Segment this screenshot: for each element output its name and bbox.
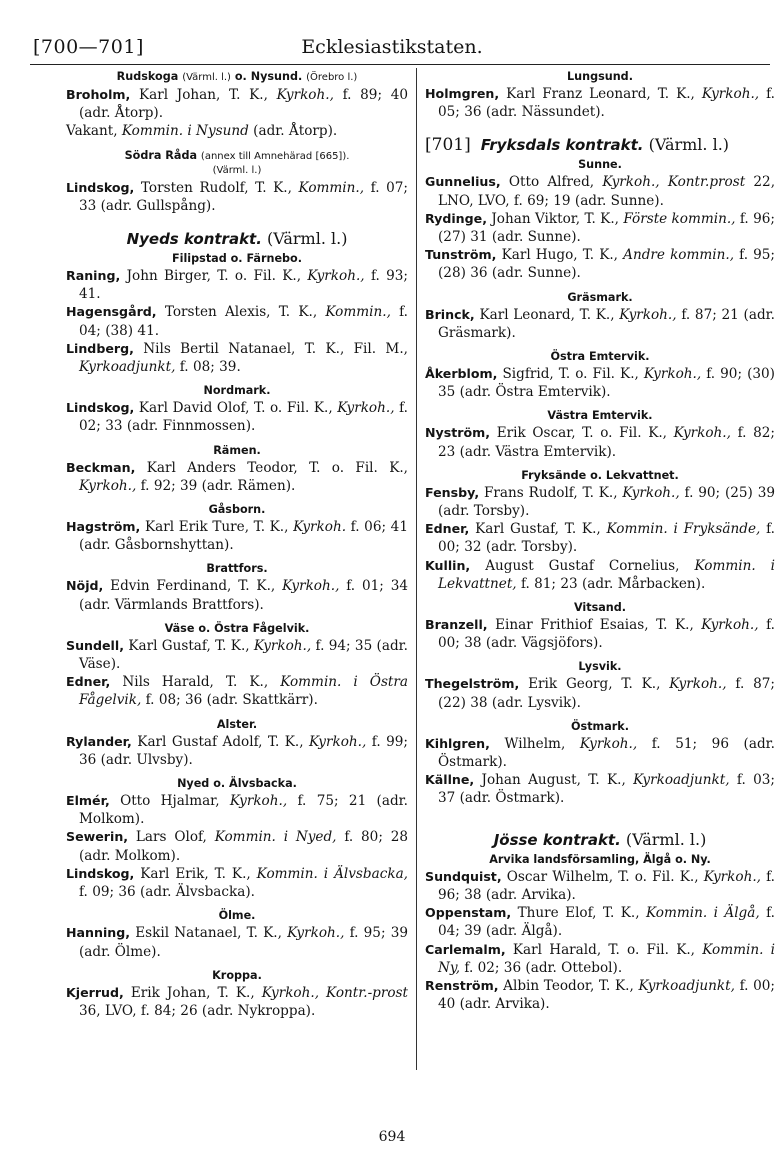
parish-heading-nordmark: Nordmark. <box>203 384 271 398</box>
parish-heading-ostmark: Östmark. <box>571 719 629 733</box>
clergy-entry-gunnelius: Gunnelius, Otto Alfred, Kyrkoh., Kontr.prost 22, LNO, LVO, f. 69; 19 (adr. Sunne). <box>425 174 776 209</box>
parish-heading-sodra-rada: Södra Råda (annex till Amnehärad [665]). (Värml. l.) <box>124 148 350 176</box>
clergy-entry-edner-nils: Edner, Nils Harald, T. K., Kommin. i Östra Fågelvik, f. 08; 36 (adr. Skattkärr). <box>66 674 408 709</box>
parish-heading-vastra-emtervik: Västra Emtervik. <box>547 409 653 423</box>
clergy-entry-lindskog-torsten: Lindskog, Torsten Rudolf, T. K., Kommin., f. 07; 33 (adr. Gullspång). <box>66 179 408 214</box>
clergy-entry-rylander: Rylander, Karl Gustaf Adolf, T. K., Kyrkoh., f. 99; 36 (adr. Ulvsby). <box>66 733 408 768</box>
clergy-entry-kihlgren: Kihlgren, Wilhelm, Kyrkoh., f. 51; 96 (adr. Östmark). <box>425 735 775 771</box>
parish-heading-ramen: Rämen. <box>213 443 261 457</box>
parish-heading-sunne: Sunne. <box>578 158 622 172</box>
clergy-entry-broholm: Broholm, Karl Johan, T. K., Kyrkoh., f. 89; 40 (adr. Åtorp). <box>66 87 409 122</box>
parish-heading-lungsund: Lungsund. <box>567 70 633 83</box>
clergy-entry-nojd: Nöjd, Edvin Ferdinand, T. K., Kyrkoh., f. 01; 34 (adr. Värmlands Brattfors). <box>66 578 409 613</box>
clergy-entry-kullin: Kullin, August Gustaf Cornelius, Kommin. i Lekvattnet, f. 81; 23 (adr. Mårbacken). <box>425 557 775 592</box>
clergy-entry-fensby: Fensby, Frans Rudolf, T. K., Kyrkoh., f. 90; (25) 39 (adr. Torsby). <box>425 484 775 520</box>
parish-heading-kroppa: Kroppa. <box>212 968 262 982</box>
clergy-entry-lindberg: Lindberg, Nils Bertil Natanael, T. K., Fil. M., Kyrkoadjunkt, f. 08; 39. <box>66 340 408 376</box>
parish-heading-filipstad: Filipstad o. Färnebo. <box>172 252 302 266</box>
right-column <box>425 70 775 1013</box>
clergy-entry-hagensgard: Hagensgård, Torsten Alexis, T. K., Kommin., f. 04; (38) 41. <box>66 304 408 339</box>
clergy-entry-kallne: Källne, Johan August, T. K., Kyrkoadjunkt, f. 03; 37 (adr. Östmark). <box>425 772 775 807</box>
page-range: [700—701] <box>33 36 144 58</box>
clergy-entry-raning: Raning, John Birger, T. o. Fil. K., Kyrkoh., f. 93; 41. <box>66 268 409 303</box>
parish-heading-fryksande: Fryksände o. Lekvattnet. <box>521 468 679 482</box>
parish-heading-gasborn: Gåsborn. <box>208 503 266 517</box>
clergy-entry-sundquist: Sundquist, Oscar Wilhelm, T. o. Fil. K., Kyrkoh., f. 96; 38 (adr. Arvika). <box>425 868 776 903</box>
running-title: Ecklesiastikstaten. <box>301 36 483 58</box>
parish-heading-ostra-emtervik: Östra Emtervik. <box>550 350 650 364</box>
contract-heading-fryksdals: [701] Fryksdals kontrakt. (Värml. l.) <box>425 135 730 156</box>
header-rule <box>30 64 770 65</box>
left-column <box>66 70 408 1020</box>
parish-heading-arvika: Arvika landsförsamling, Älgå o. Ny. <box>489 852 711 866</box>
clergy-entry-tunstrom: Tunström, Karl Hugo, T. K., Andre kommin., f. 95; (28) 36 (adr. Sunne). <box>425 247 776 282</box>
clergy-entry-carlemalm: Carlemalm, Karl Harald, T. o. Fil. K., Kommin. i Ny, f. 02; 36 (adr. Ottebol). <box>425 941 775 976</box>
parish-heading-vase: Väse o. Östra Fågelvik. <box>164 621 310 635</box>
clergy-entry-sundell: Sundell, Karl Gustaf, T. K., Kyrkoh., f. 94; 35 (adr. Väse). <box>66 637 408 673</box>
page-number: 694 <box>378 1129 406 1145</box>
clergy-entry-lindskog-karl: Lindskog, Karl David Olof, T. o. Fil. K., Kyrkoh., f. 02; 33 (adr. Finnmossen). <box>66 400 408 435</box>
clergy-entry-branzell: Branzell, Einar Frithiof Esaias, T. K., Kyrkoh., f. 00; 38 (adr. Vägsjöfors). <box>425 617 775 652</box>
parish-heading-alster: Alster. <box>216 717 258 731</box>
clergy-entry-hagstrom: Hagström, Karl Erik Ture, T. K., Kyrkoh. f. 06; 41 (adr. Gåsbornshyttan). <box>66 519 408 554</box>
parish-heading-lysvik: Lysvik. <box>578 660 622 674</box>
parish-heading-nyed: Nyed o. Älvsbacka. <box>177 777 297 791</box>
clergy-entry-sewerin: Sewerin, Lars Olof, Kommin. i Nyed, f. 80; 28 (adr. Molkom). <box>66 829 409 864</box>
clergy-entry-lindskog-erik: Lindskog, Karl Erik, T. K., Kommin. i Älvsbacka, f. 09; 36 (adr. Älvsbacka). <box>66 865 408 901</box>
contract-heading-josse: Jösse kontrakt. (Värml. l.) <box>493 829 707 849</box>
clergy-entry-kjerrud: Kjerrud, Erik Johan, T. K., Kyrkoh., Kontr.-prost 36, LVO, f. 84; 26 (adr. Nykroppa). <box>66 984 408 1019</box>
clergy-entry-hanning: Hanning, Eskil Natanael, T. K., Kyrkoh., f. 95; 39 (adr. Ölme). <box>66 925 409 960</box>
clergy-entry-beckman: Beckman, Karl Anders Teodor, T. o. Fil. K., Kyrkoh., f. 92; 39 (adr. Rämen). <box>66 459 408 494</box>
clergy-entry-thegelstrom: Thegelström, Erik Georg, T. K., Kyrkoh., f. 87; (22) 38 (adr. Lysvik). <box>425 676 775 711</box>
clergy-entry-akerblom: Åkerblom, Sigfrid, T. o. Fil. K., Kyrkoh., f. 90; (30) 35 (adr. Östra Emtervik). <box>425 366 775 401</box>
clergy-entry-oppenstam: Oppenstam, Thure Elof, T. K., Kommin. i Älgå, f. 04; 39 (adr. Älgå). <box>425 905 775 940</box>
clergy-entry-rydinge: Rydinge, Johan Viktor, T. K., Förste kommin., f. 96; (27) 31 (adr. Sunne). <box>425 210 775 246</box>
parish-heading-grasmark: Gräsmark. <box>567 290 633 304</box>
parish-heading-brattfors: Brattfors. <box>206 562 268 576</box>
parish-heading-rudskoga: Rudskoga (Värml. l.) o. Nysund. (Örebro l.) <box>116 70 358 83</box>
clergy-entry-brinck: Brinck, Karl Leonard, T. K., Kyrkoh., f. 87; 21 (adr. Gräsmark). <box>425 306 775 341</box>
clergy-entry-nystrom: Nyström, Erik Oscar, T. o. Fil. K., Kyrkoh., f. 82; 23 (adr. Västra Emtervik). <box>425 425 775 460</box>
contract-heading-nyeds: Nyeds kontrakt. (Värml. l.) <box>126 229 348 249</box>
parish-heading-olme: Ölme. <box>218 909 256 923</box>
clergy-entry-edner-karl: Edner, Karl Gustaf, T. K., Kommin. i Fryksände, f. 00; 32 (adr. Torsby). <box>425 521 775 556</box>
parish-heading-vitsand: Vitsand. <box>573 601 627 615</box>
clergy-entry-vakant: Vakant, Kommin. i Nysund (adr. Åtorp). <box>66 123 338 140</box>
column-divider <box>416 68 417 1070</box>
clergy-entry-renstrom: Renström, Albin Teodor, T. K., Kyrkoadjunkt, f. 00; 40 (adr. Arvika). <box>425 977 775 1013</box>
clergy-entry-holmgren: Holmgren, Karl Franz Leonard, T. K., Kyrkoh., f. 05; 36 (adr. Nässundet). <box>425 86 775 121</box>
clergy-entry-elmer: Elmér, Otto Hjalmar, Kyrkoh., f. 75; 21 (adr. Molkom). <box>66 793 408 828</box>
